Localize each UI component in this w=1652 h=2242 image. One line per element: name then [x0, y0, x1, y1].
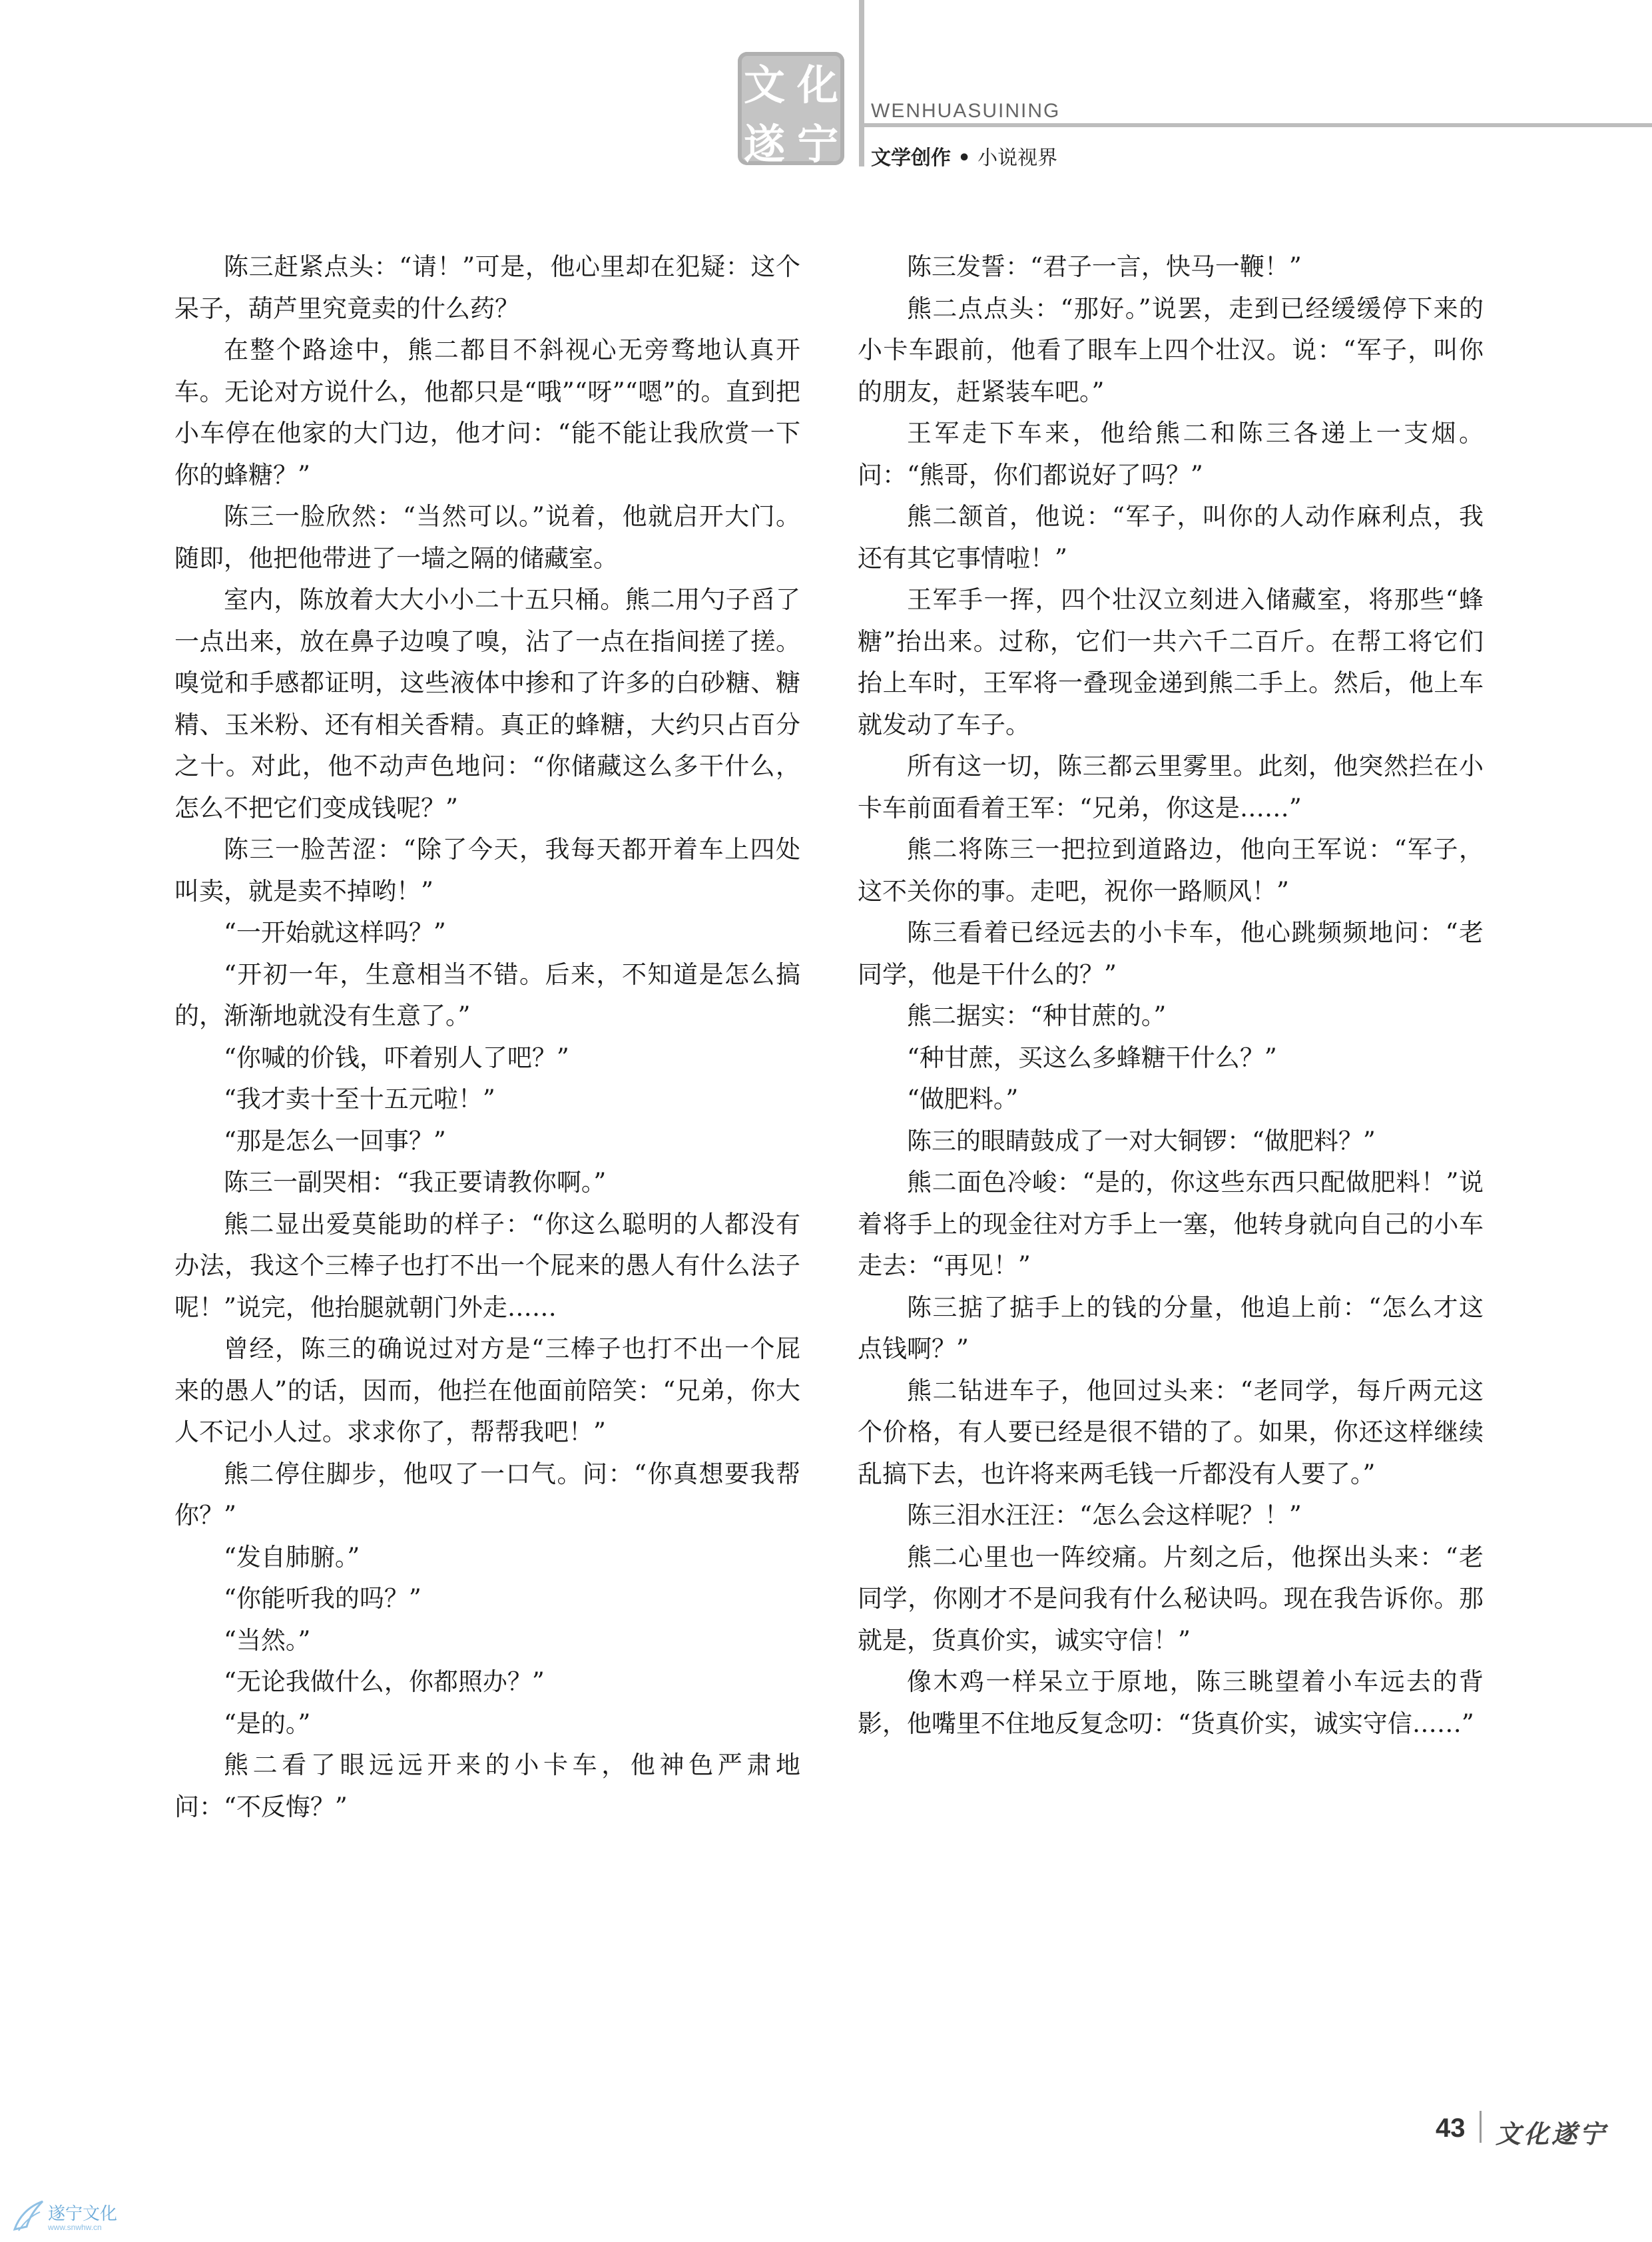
header-horizontal-rule [864, 123, 1652, 127]
logo-char: 化 [796, 61, 838, 109]
paragraph: 熊二面色冷峻：“是的，你这些东西只配做肥料！”说着将手上的现金往对方手上一塞，他转身就向自己的小车走去：“再见！” [858, 1168, 1484, 1280]
paragraph: 熊二显出爱莫能助的样子：“你这么聪明的人都没有办法，我这个三棒子也打不出一个屁来的愚人有什么法子呢！”说完，他抬腿就朝门外走…… [174, 1209, 800, 1322]
paragraph: 熊二将陈三一把拉到道路边，他向王军说：“军子，这不关你的事。走吧，祝你一路顺风！” [858, 835, 1484, 906]
watermark-url: www.snwhw.cn [48, 2223, 102, 2232]
paragraph: “那是怎么一回事？” [224, 1126, 446, 1155]
paragraph: 像木鸡一样呆立于原地，陈三眺望着小车远去的背影，他嘴里不住地反复念叨：“货真价实，诚实守信……” [858, 1667, 1484, 1738]
paragraph: 王军手一挥，四个壮汉立刻进入储藏室，将那些“蜂糖”抬出来。过称，它们一共六千二百斤。在帮工将它们抬上车时，王军将一叠现金递到熊二手上。然后，他上车就发动了车子。 [858, 585, 1484, 739]
paragraph: 陈三掂了掂手上的钱的分量，他追上前：“怎么才这点钱啊？” [858, 1292, 1484, 1363]
section-separator: • [951, 146, 978, 170]
paragraph: 陈三一脸欣然：“当然可以。”说着，他就启开大门。随即，他把他带进了一墙之隔的储藏室。 [174, 502, 800, 573]
paragraph: 陈三看着已经远去的小卡车，他心跳频频地问：“老同学，他是干什么的？” [858, 918, 1484, 989]
paragraph: 陈三泪水汪汪：“怎么会这样呢？！” [907, 1501, 1302, 1530]
brand-pinyin: WENHUASUINING [871, 100, 1061, 122]
page-number: 43 [1436, 2113, 1466, 2143]
paragraph: “无论我做什么，你都照办？” [224, 1667, 545, 1696]
logo-char: 宁 [796, 120, 838, 168]
logo-char: 文 [743, 61, 785, 109]
header-vertical-rule [859, 0, 864, 166]
paragraph: 曾经，陈三的确说过对方是“三棒子也打不出一个屁来的愚人”的话，因而，他拦在他面前陪笑：“兄弟，你大人不记小人过。求求你了，帮帮我吧！” [174, 1334, 800, 1446]
paragraph: 熊二钻进车子，他回过头来：“老同学，每斤两元这个价格，有人要已经是很不错的了。如果，你还这样继续乱搞下去，也许将来两毛钱一斤都没有人要了。” [858, 1376, 1484, 1488]
logo-char: 遂 [743, 120, 785, 168]
subsection-title: 小说视界 [977, 146, 1058, 170]
paragraph: 陈三一脸苦涩：“除了今天，我每天都开着车上四处叫卖，就是卖不掉哟！” [174, 835, 800, 906]
section-title: 文学创作 [871, 146, 951, 170]
paragraph: “发自肺腑。” [224, 1542, 360, 1571]
watermark-title: 遂宁文化 [48, 2204, 118, 2224]
paragraph: “你能听我的吗？” [224, 1584, 421, 1613]
left-column [174, 246, 800, 1828]
paragraph: “当然。” [224, 1625, 311, 1655]
paragraph: 熊二点点头：“那好。”说罢，走到已经缓缓停下来的小卡车跟前，他看了眼车上四个壮汉。说：“军子，叫你的朋友，赶紧装车吧。” [858, 294, 1484, 406]
paragraph: 在整个路途中，熊二都目不斜视心无旁骛地认真开车。无论对方说什么，他都只是“哦”“呀”“嗯”的。直到把小车停在他家的大门边，他才问：“能不能让我欣赏一下你的蜂糖？” [174, 336, 800, 489]
paragraph: 陈三赶紧点头：“请！”可是，他心里却在犯疑：这个呆子，葫芦里究竟卖的什么药？ [174, 252, 800, 323]
right-column [858, 246, 1484, 1745]
paragraph: 熊二颔首，他说：“军子，叫你的人动作麻利点，我还有其它事情啦！” [858, 502, 1484, 573]
paragraph: 室内，陈放着大大小小二十五只桶。熊二用勺子舀了一点出来，放在鼻子边嗅了嗅，沾了一点在指间搓了搓。嗅觉和手感都证明，这些液体中掺和了许多的白砂糖、糖精、玉米粉、还有相关香精。真正的蜂糖，大约只占百分之十。对此，他不动声色地问：“你储藏这么多干什么，怎么不把它们变成钱呢？” [174, 585, 800, 822]
footer-separator [1480, 2111, 1482, 2143]
section-heading [871, 141, 1057, 170]
paragraph: “种甘蔗，买这么多蜂糖干什么？” [907, 1043, 1277, 1072]
paragraph: 所有这一切，陈三都云里雾里。此刻，他突然拦在小卡车前面看着王军：“兄弟，你这是……” [858, 752, 1484, 822]
paragraph: 陈三发誓：“君子一言，快马一鞭！” [907, 252, 1302, 281]
paragraph: 陈三的眼睛鼓成了一对大铜锣：“做肥料？” [907, 1126, 1376, 1155]
paragraph: “开初一年，生意相当不错。后来，不知道是怎么搞的，渐渐地就没有生意了。” [174, 960, 800, 1030]
wing-icon [12, 2197, 45, 2235]
footer-brand: 文化遂宁 [1496, 2119, 1608, 2149]
paragraph: “你喊的价钱，吓着别人了吧？” [224, 1043, 569, 1072]
paragraph: 熊二据实：“种甘蔗的。” [907, 1001, 1167, 1030]
magazine-logo [738, 52, 844, 168]
paragraph: “是的。” [224, 1709, 311, 1738]
paragraph: “我才卖十至十五元啦！” [224, 1085, 495, 1113]
paragraph: “一开始就这样吗？” [224, 918, 446, 947]
paragraph: 陈三一副哭相：“我正要请教你啊。” [224, 1168, 607, 1197]
paragraph: 熊二看了眼远远开来的小卡车，他神色严肃地问：“不反悔？” [174, 1751, 800, 1821]
paragraph: 王军走下车来，他给熊二和陈三各递上一支烟。问：“熊哥，你们都说好了吗？” [858, 419, 1484, 489]
site-watermark [12, 2197, 172, 2237]
paragraph: 熊二停住脚步，他叹了一口气。问：“你真想要我帮你？” [174, 1459, 800, 1530]
paragraph: 熊二心里也一阵绞痛。片刻之后，他探出头来：“老同学，你刚才不是问我有什么秘诀吗。现在我告诉你。那就是，货真价实，诚实守信！” [858, 1542, 1484, 1655]
paragraph: “做肥料。” [907, 1085, 1019, 1113]
